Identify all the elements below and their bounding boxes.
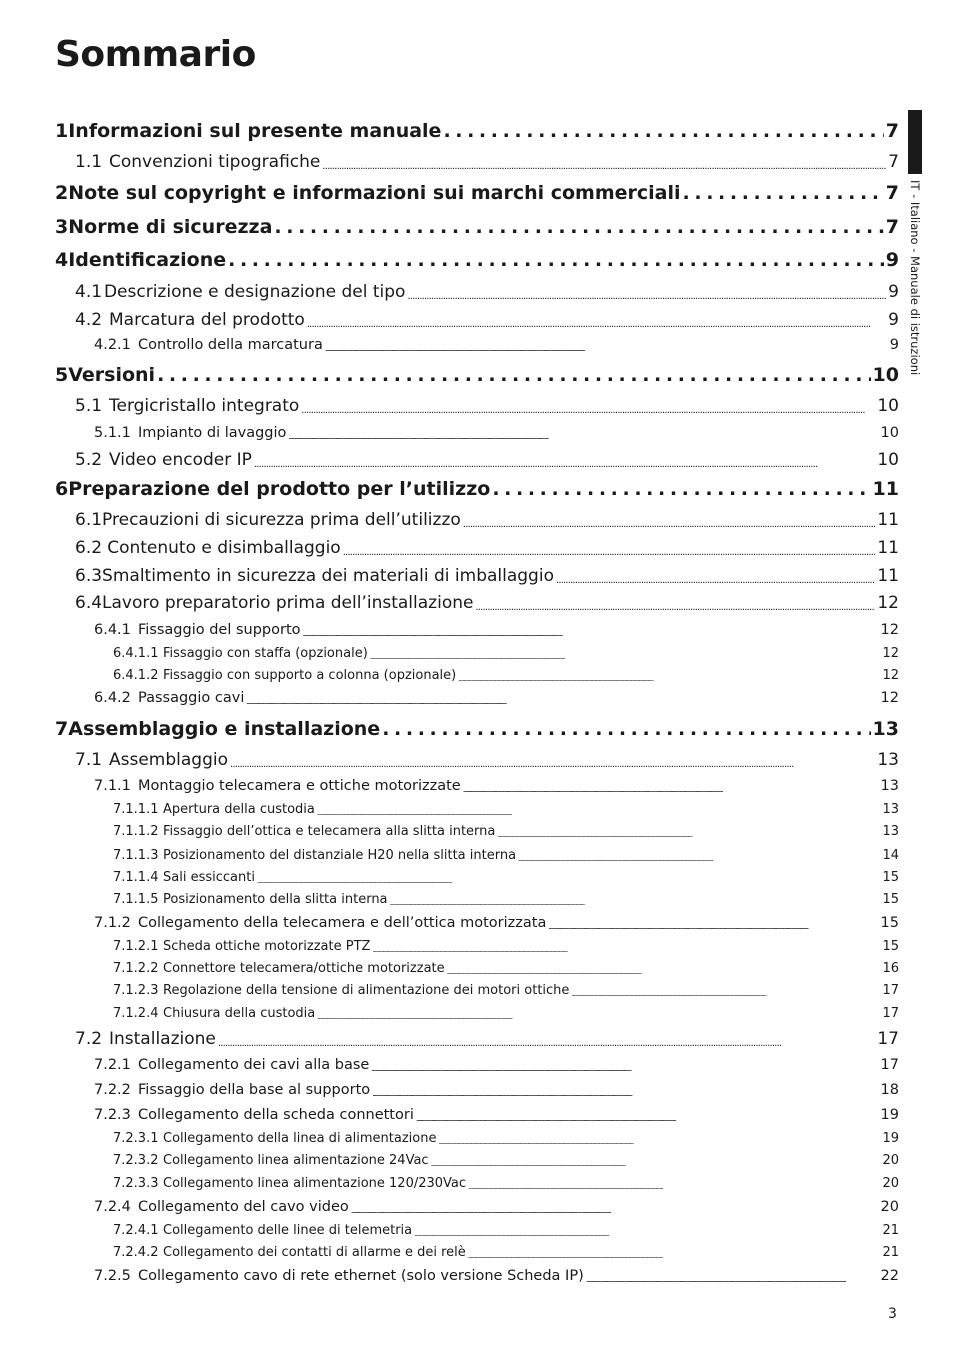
toc-entry-page: 7 <box>888 152 899 172</box>
toc-entry-number: 6.1 <box>75 510 103 530</box>
toc-dot-leader <box>322 161 886 172</box>
toc-dot-leader <box>351 1206 879 1215</box>
toc-entry-page: 9 <box>888 310 899 330</box>
toc-entry-page: 12 <box>880 690 899 706</box>
toc-entry-page: 10 <box>877 450 899 470</box>
toc-dot-leader <box>382 718 870 740</box>
toc-entry-page: 13 <box>882 802 899 817</box>
toc-dot-leader <box>228 249 884 271</box>
toc-entry-number: 7.1.2.2 <box>113 961 159 976</box>
toc-entry-title: Connettore telecamera/ottiche motorizzate <box>163 961 445 976</box>
toc-entry-page: 19 <box>880 1107 899 1123</box>
toc-entry[interactable] <box>94 1103 899 1123</box>
toc-entry-title: Collegamento linea alimentazione 120/230Vac <box>163 1176 467 1191</box>
toc-entry-number: 6.4.2 <box>94 690 131 706</box>
toc-dot-leader <box>254 459 875 470</box>
toc-entry-number: 7.2.4.2 <box>113 1245 159 1260</box>
toc-dot-leader <box>416 1114 879 1123</box>
toc-entry-number: 7.1.1.3 <box>113 848 159 863</box>
toc-entry[interactable] <box>75 589 899 613</box>
toc-entry-title: Note sul copyright e informazioni sui marchi commerciali <box>68 182 681 204</box>
toc-entry-number: 7.2.4.1 <box>113 1223 159 1238</box>
toc-entry[interactable] <box>94 1264 899 1284</box>
toc-entry-page: 19 <box>882 1131 899 1146</box>
toc-entry-page: 17 <box>880 1057 899 1073</box>
toc-entry-title: Assemblaggio <box>109 750 228 770</box>
toc-entry-title: Identificazione <box>68 249 227 271</box>
toc-entry[interactable] <box>94 618 899 638</box>
toc-entry-title: Controllo della marcatura <box>138 337 323 353</box>
toc-entry-number: 4 <box>55 249 69 271</box>
toc-entry-title: Precauzioni di sicurezza prima dell’utilizzo <box>102 510 461 530</box>
toc-entry-page: 13 <box>872 718 899 740</box>
toc-entry[interactable] <box>94 686 899 706</box>
toc-entry-title: Collegamento dei contatti di allarme e dei relè <box>163 1245 466 1260</box>
toc-entry[interactable] <box>75 746 899 770</box>
toc-entry-number: 5 <box>55 364 69 386</box>
toc-entry-page: 9 <box>885 249 899 271</box>
toc-dot-leader <box>458 676 880 683</box>
toc-dot-leader <box>683 182 884 204</box>
toc-entry-title: Collegamento cavo di rete ethernet (solo versione Scheda IP) <box>138 1268 584 1284</box>
toc-entry-page: 9 <box>888 282 899 302</box>
toc-entry-page: 20 <box>880 1199 899 1215</box>
toc-entry-page: 7 <box>885 120 899 142</box>
toc-entry-title: Posizionamento della slitta interna <box>163 892 388 907</box>
side-language-label: IT - Italiano - Manuale di istruzioni <box>908 180 922 376</box>
toc-entry-title: Convenzioni tipografiche <box>109 152 321 172</box>
toc-entry-page: 15 <box>882 939 899 954</box>
toc-entry-number: 4.2.1 <box>94 337 131 353</box>
toc-entry-number: 7.1.1.5 <box>113 892 159 907</box>
toc-entry-title: Posizionamento del distanziale H20 nella slitta interna <box>163 848 517 863</box>
toc-entry-title: Collegamento del cavo video <box>138 1199 349 1215</box>
toc-entry[interactable] <box>113 980 899 998</box>
toc-entry-page: 10 <box>880 425 899 441</box>
toc-entry-page: 12 <box>882 646 899 661</box>
toc-entry-number: 5.2 <box>75 450 103 470</box>
toc-entry[interactable] <box>55 212 899 238</box>
toc-entry-title: Tergicristallo integrato <box>109 396 300 416</box>
toc-entry[interactable] <box>75 506 899 530</box>
toc-entry-page: 17 <box>882 1006 899 1021</box>
toc-entry-page: 17 <box>882 983 899 998</box>
toc-entry[interactable] <box>75 446 899 470</box>
toc-entry-page: 13 <box>880 778 899 794</box>
toc-entry[interactable] <box>113 665 899 683</box>
toc-dot-leader <box>556 575 875 586</box>
toc-entry[interactable] <box>75 392 899 416</box>
toc-entry-page: 15 <box>880 915 899 931</box>
toc-entry-number: 7.1.1 <box>94 778 131 794</box>
toc-entry[interactable] <box>75 1025 899 1049</box>
toc-entry-title: Preparazione del prodotto per l’utilizzo <box>68 478 491 500</box>
toc-dot-leader <box>157 364 870 386</box>
toc-entry-page: 11 <box>872 478 899 500</box>
toc-entry-number: 7.1.1.2 <box>113 824 159 839</box>
toc-entry-title: Fissaggio con staffa (opzionale) <box>163 646 368 661</box>
toc-dot-leader <box>468 1253 881 1260</box>
toc-entry-number: 6.2 <box>75 538 103 558</box>
toc-dot-leader <box>407 291 886 302</box>
toc-entry[interactable] <box>75 148 899 172</box>
toc-entry-number: 5.1.1 <box>94 425 131 441</box>
toc-entry[interactable] <box>94 774 899 794</box>
toc-entry[interactable] <box>113 1003 899 1021</box>
toc-entry-page: 15 <box>882 870 899 885</box>
toc-dot-leader <box>571 991 880 998</box>
toc-entry-number: 7.2.3 <box>94 1107 131 1123</box>
toc-entry[interactable] <box>94 333 899 353</box>
toc-entry-page: 13 <box>882 824 899 839</box>
toc-dot-leader <box>317 1014 880 1021</box>
toc-entry-title: Collegamento linea alimentazione 24Vac <box>163 1153 429 1168</box>
toc-dot-leader <box>438 1139 880 1146</box>
toc-entry-page: 16 <box>882 961 899 976</box>
toc-entry-page: 17 <box>877 1029 899 1049</box>
toc-dot-leader <box>372 1089 878 1098</box>
toc-dot-leader <box>257 878 881 885</box>
toc-entry-page: 12 <box>882 668 899 683</box>
toc-entry-number: 7.1 <box>75 750 103 770</box>
toc-entry-page: 20 <box>882 1153 899 1168</box>
toc-entry[interactable] <box>113 889 899 907</box>
toc-dot-leader <box>468 1184 880 1191</box>
toc-entry[interactable] <box>75 278 899 302</box>
toc-dot-leader <box>431 1161 881 1168</box>
toc-entry-page: 11 <box>877 538 899 558</box>
toc-entry-number: 7.1.2.4 <box>113 1006 159 1021</box>
toc-entry[interactable] <box>55 474 899 500</box>
toc-entry-number: 1.1 <box>75 152 103 172</box>
toc-entry-number: 7.1.2.1 <box>113 939 159 954</box>
toc-dot-leader <box>246 697 878 706</box>
toc-entry-number: 7.1.1.1 <box>113 802 159 817</box>
toc-entry-number: 4.1 <box>75 282 103 302</box>
toc-entry[interactable] <box>55 245 899 271</box>
toc-entry-number: 7.2.5 <box>94 1268 131 1284</box>
toc-entry-number: 1 <box>55 120 69 142</box>
toc-dot-leader <box>463 519 876 530</box>
toc-dot-leader <box>303 629 879 638</box>
toc-entry-title: Collegamento della scheda connettori <box>138 1107 414 1123</box>
toc-entry-title: Contenuto e disimballaggio <box>107 538 341 558</box>
toc-entry[interactable] <box>113 958 899 976</box>
toc-entry-title: Installazione <box>109 1029 216 1049</box>
toc-entry-title: Apertura della custodia <box>163 802 315 817</box>
toc-entry-page: 21 <box>882 1245 899 1260</box>
toc-dot-leader <box>492 478 870 500</box>
toc-entry-title: Passaggio cavi <box>138 690 245 706</box>
toc-entry-title: Impianto di lavaggio <box>138 425 287 441</box>
toc-entry[interactable] <box>94 1078 899 1098</box>
toc-entry-title: Chiusura della custodia <box>163 1006 316 1021</box>
toc-entry-title: Collegamento della telecamera e dell’ottica motorizzata <box>138 915 547 931</box>
toc-entry-number: 7.2.4 <box>94 1199 131 1215</box>
toc-entry-page: 15 <box>882 892 899 907</box>
toc-entry-title: Montaggio telecamera e ottiche motorizzate <box>138 778 461 794</box>
toc-entry-title: Norme di sicurezza <box>68 216 273 238</box>
toc-entry[interactable] <box>113 867 899 885</box>
toc-dot-leader <box>307 319 886 330</box>
toc-dot-leader <box>414 1231 880 1238</box>
toc-entry-number: 7.1.2 <box>94 915 131 931</box>
toc-entry-number: 7.2.2 <box>94 1082 131 1098</box>
toc-entry[interactable] <box>113 799 899 817</box>
toc-dot-leader <box>548 922 878 931</box>
toc-dot-leader <box>447 969 881 976</box>
toc-entry-number: 7 <box>55 718 69 740</box>
toc-dot-leader <box>274 216 883 238</box>
toc-entry-title: Fissaggio della base al supporto <box>138 1082 371 1098</box>
toc-entry[interactable] <box>75 562 899 586</box>
toc-entry-title: Collegamento dei cavi alla base <box>138 1057 370 1073</box>
toc-entry-page: 11 <box>877 510 899 530</box>
toc-entry-page: 13 <box>877 750 899 770</box>
toc-entry[interactable] <box>75 534 899 558</box>
toc-entry-page: 12 <box>877 593 899 613</box>
toc-entry-number: 7.1.2.3 <box>113 983 159 998</box>
toc-dot-leader <box>218 1038 875 1049</box>
toc-entry-number: 6.4.1.2 <box>113 668 159 683</box>
toc-entry-page: 10 <box>877 396 899 416</box>
toc-dot-leader <box>586 1275 879 1284</box>
toc-entry-title: Versioni <box>68 364 156 386</box>
toc-entry[interactable] <box>113 1173 899 1191</box>
toc-entry-page: 11 <box>877 566 899 586</box>
toc-entry-page: 14 <box>882 848 899 863</box>
toc-entry[interactable] <box>55 360 899 386</box>
toc-dot-leader <box>370 654 881 661</box>
toc-entry-title: Lavoro preparatorio prima dell’installazione <box>102 593 474 613</box>
toc-entry-page: 7 <box>885 216 899 238</box>
toc-dot-leader <box>230 759 875 770</box>
toc-entry-number: 7.2.3.2 <box>113 1153 159 1168</box>
toc-entry-title: Sali essiccanti <box>163 870 255 885</box>
toc-entry-page: 10 <box>872 364 899 386</box>
toc-entry[interactable] <box>55 116 899 142</box>
toc-dot-leader <box>518 856 880 863</box>
toc-entry[interactable] <box>113 643 899 661</box>
toc-entry-title: Scheda ottiche motorizzate PTZ <box>163 939 371 954</box>
toc-dot-leader <box>343 547 876 558</box>
toc-dot-leader <box>390 900 881 907</box>
toc-entry-page: 21 <box>882 1223 899 1238</box>
toc-entry-title: Video encoder IP <box>109 450 252 470</box>
toc-entry-title: Marcatura del prodotto <box>109 310 305 330</box>
toc-entry-title: Descrizione e designazione del tipo <box>103 282 406 302</box>
toc-dot-leader <box>475 602 875 613</box>
toc-dot-leader <box>371 1064 878 1073</box>
toc-entry-title: Fissaggio con supporto a colonna (opzionale) <box>163 668 457 683</box>
toc-dot-leader <box>288 432 878 441</box>
toc-entry-page: 20 <box>882 1176 899 1191</box>
toc-entry[interactable] <box>113 845 899 863</box>
toc-entry-number: 6.4 <box>75 593 103 613</box>
toc-entry-number: 7.2.3.1 <box>113 1131 159 1146</box>
toc-entry[interactable] <box>94 421 899 441</box>
toc-dot-leader <box>372 947 880 954</box>
toc-entry[interactable] <box>113 821 899 839</box>
page-number: 3 <box>888 1306 897 1322</box>
toc-entry-number: 4.2 <box>75 310 103 330</box>
toc-entry-number: 6.3 <box>75 566 103 586</box>
toc-entry-page: 9 <box>889 337 899 353</box>
toc-dot-leader <box>325 344 888 353</box>
toc-entry-title: Collegamento delle linee di telemetria <box>163 1223 413 1238</box>
toc-entry-page: 12 <box>880 622 899 638</box>
toc-entry[interactable] <box>75 306 899 330</box>
toc-entry-number: 7.2 <box>75 1029 103 1049</box>
toc-entry[interactable] <box>113 1150 899 1168</box>
page-title: Sommario <box>55 34 256 75</box>
toc-entry[interactable] <box>94 1195 899 1215</box>
toc-entry[interactable] <box>55 178 899 204</box>
toc-entry[interactable] <box>113 936 899 954</box>
toc-entry-title: Smaltimento in sicurezza dei materiali di imballaggio <box>102 566 554 586</box>
toc-entry-page: 7 <box>885 182 899 204</box>
toc-entry-number: 7.1.1.4 <box>113 870 159 885</box>
toc-entry-number: 2 <box>55 182 69 204</box>
toc-dot-leader <box>317 810 881 817</box>
toc-dot-leader <box>301 405 875 416</box>
toc-entry-number: 7.2.1 <box>94 1057 131 1073</box>
toc-dot-leader <box>497 832 880 839</box>
toc-dot-leader <box>443 120 883 142</box>
toc-entry[interactable] <box>94 1053 899 1073</box>
toc-entry-number: 6.4.1 <box>94 622 131 638</box>
toc-entry-title: Regolazione della tensione di alimentazione dei motori ottiche <box>163 983 570 998</box>
toc-entry[interactable] <box>55 714 899 740</box>
toc-entry-number: 5.1 <box>75 396 103 416</box>
toc-entry[interactable] <box>113 1242 899 1260</box>
toc-entry-title: Fissaggio dell’ottica e telecamera alla slitta interna <box>163 824 496 839</box>
toc-entry-number: 6.4.1.1 <box>113 646 159 661</box>
toc-entry-number: 7.2.3.3 <box>113 1176 159 1191</box>
toc-entry-page: 22 <box>880 1268 899 1284</box>
toc-entry-title: Collegamento della linea di alimentazione <box>163 1131 437 1146</box>
toc-entry[interactable] <box>113 1128 899 1146</box>
toc-entry[interactable] <box>113 1220 899 1238</box>
toc-dot-leader <box>463 785 879 794</box>
toc-entry-title: Informazioni sul presente manuale <box>68 120 442 142</box>
toc-entry-number: 6 <box>55 478 69 500</box>
toc-entry-number: 3 <box>55 216 69 238</box>
toc-entry-page: 18 <box>880 1082 899 1098</box>
toc-entry[interactable] <box>94 911 899 931</box>
toc-entry-title: Assemblaggio e installazione <box>68 718 381 740</box>
toc-entry-title: Fissaggio del supporto <box>138 622 301 638</box>
